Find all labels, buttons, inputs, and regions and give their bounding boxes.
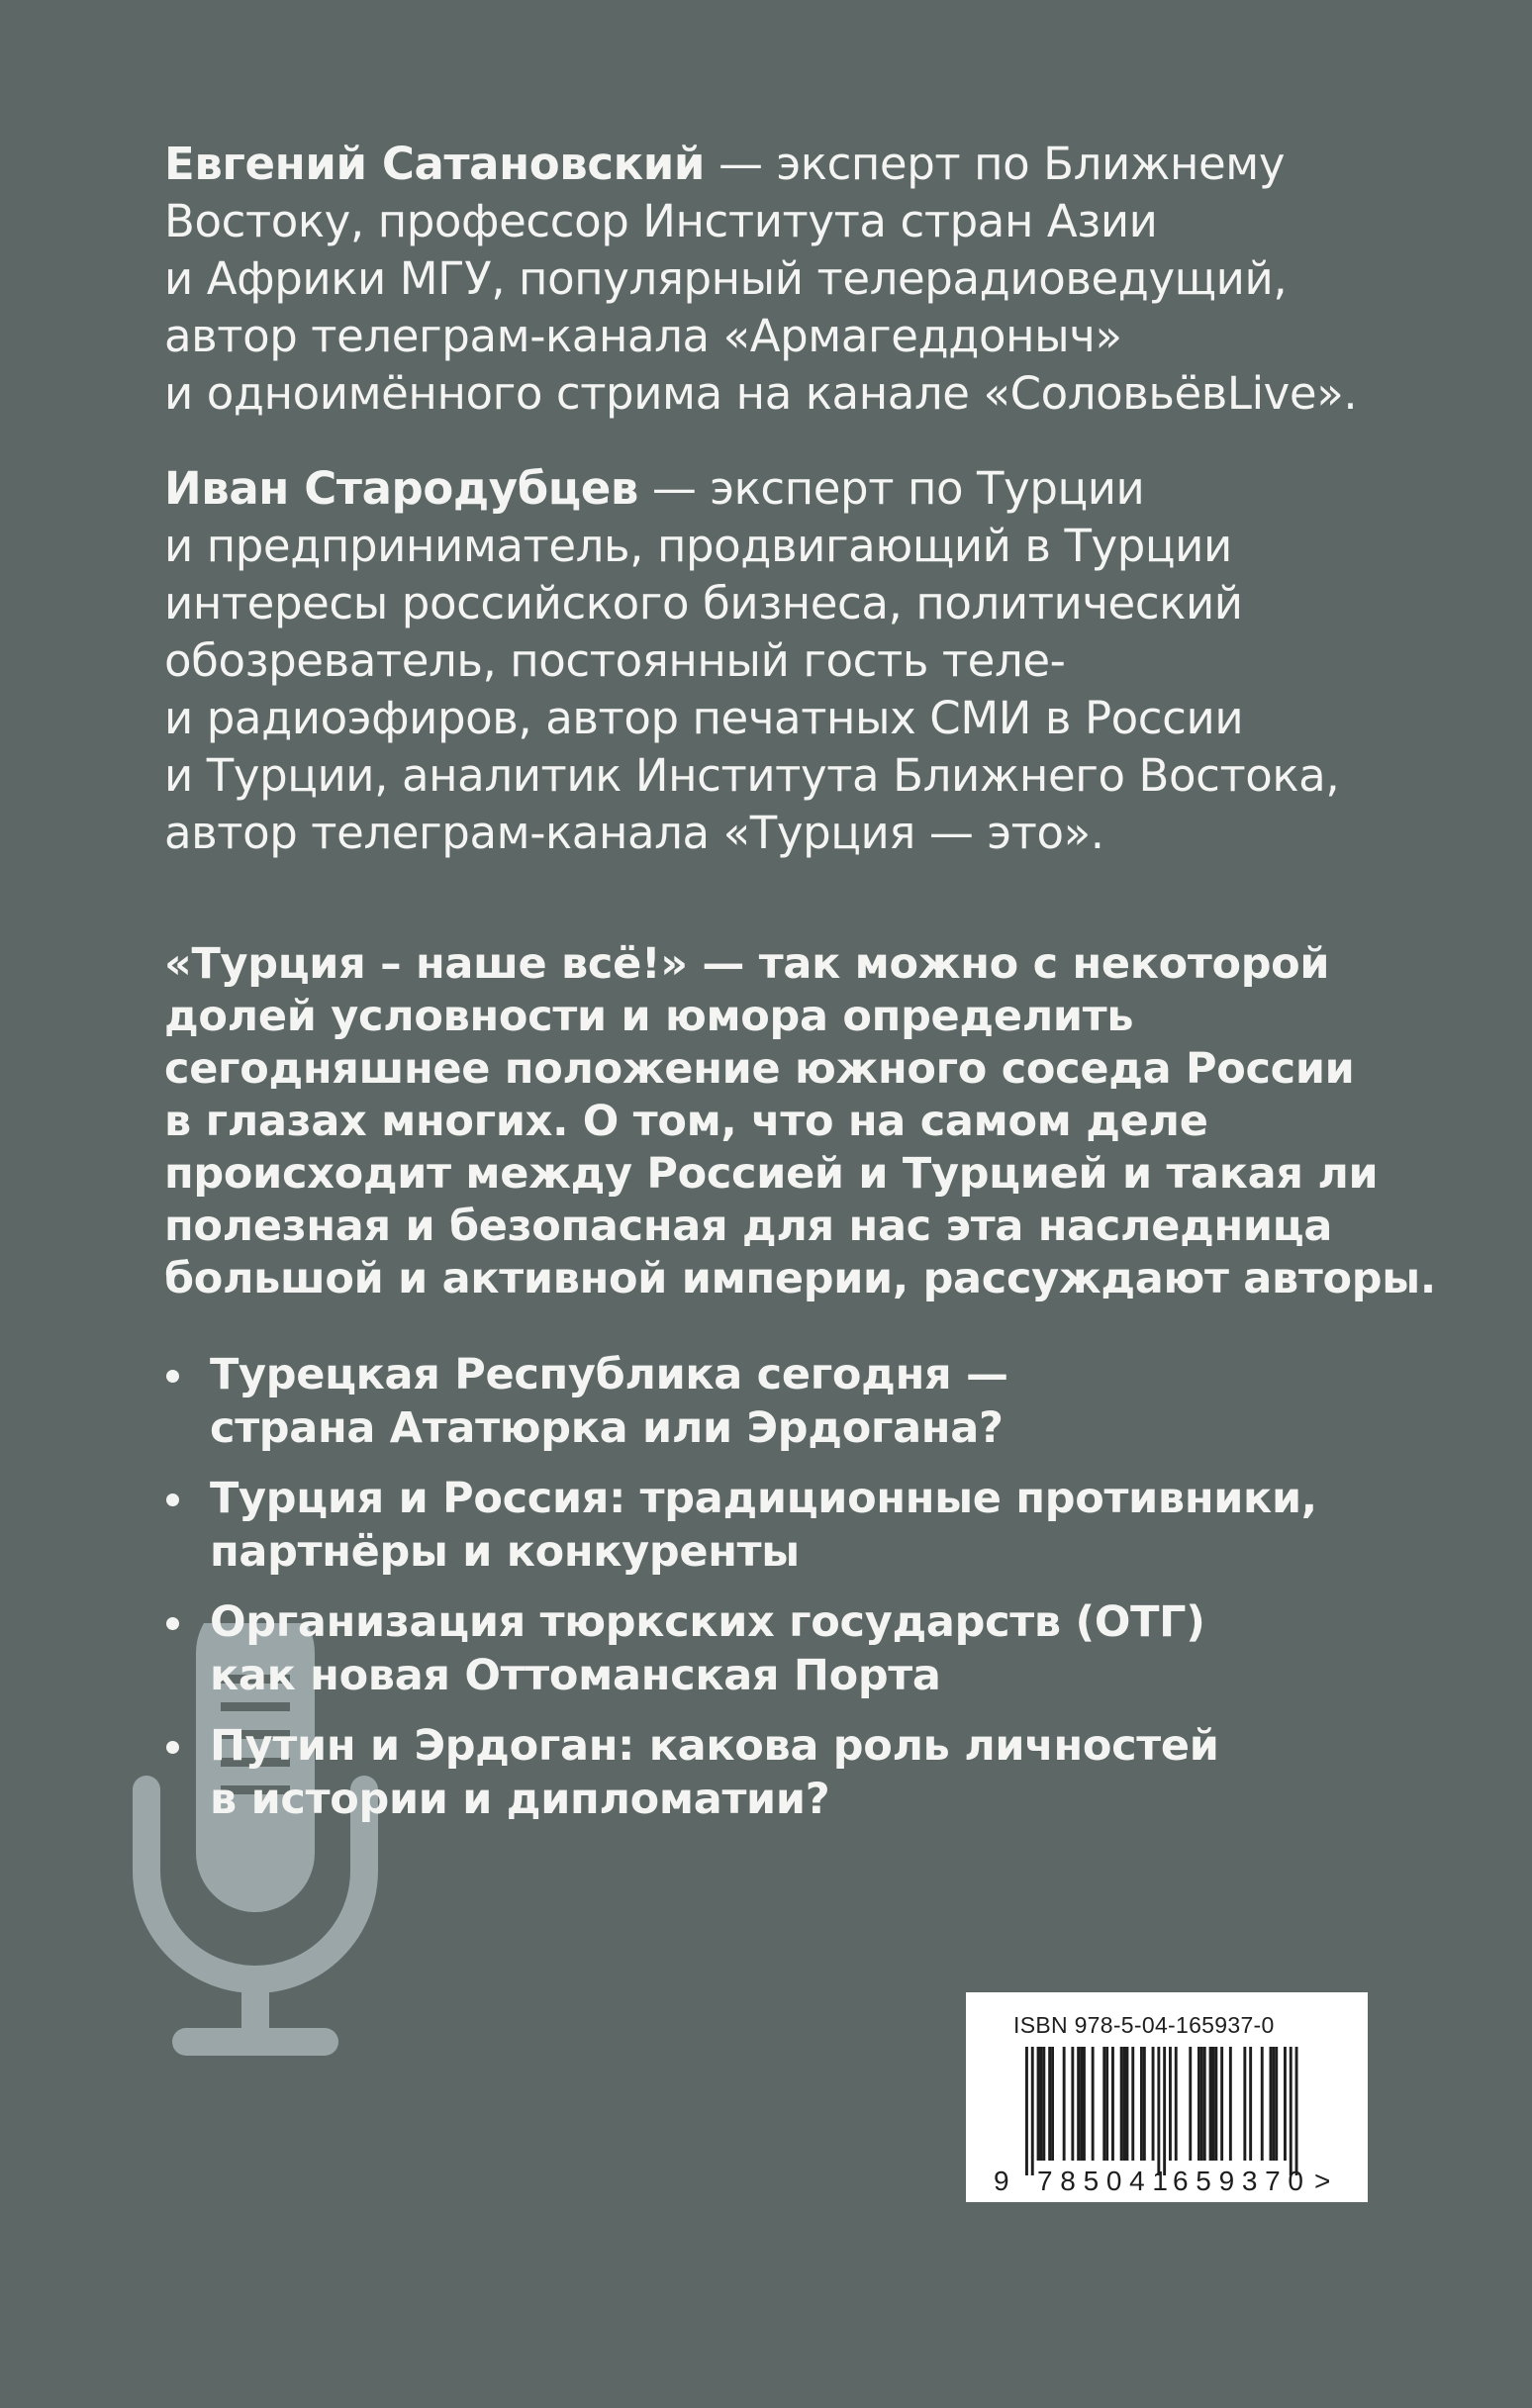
barcode-bar: [1040, 2047, 1043, 2161]
topic-line: Турецкая Республика сегодня —: [210, 1350, 1008, 1399]
barcode-bar: [1092, 2047, 1095, 2161]
barcode-bar: [1143, 2047, 1146, 2161]
description-line: происходит между Россией и Турцией и такая ли: [164, 1149, 1379, 1199]
barcode-bar: [1203, 2047, 1206, 2161]
barcode-bar: [1048, 2047, 1051, 2161]
barcode-bar: [1295, 2047, 1298, 2175]
barcode-bar: [1025, 2047, 1028, 2175]
barcode-bar: [1249, 2047, 1252, 2161]
barcode-bar: [1290, 2047, 1293, 2175]
barcode-bar: [1270, 2047, 1273, 2161]
topic-item: [164, 1348, 1401, 1455]
topic-line: как новая Оттоманская Порта: [210, 1651, 941, 1700]
barcode-bar: [1209, 2047, 1212, 2161]
description-line: долей условности и юмора определить: [164, 992, 1134, 1041]
barcode-bar: [1037, 2047, 1040, 2161]
barcode-bar: [1175, 2047, 1178, 2161]
author-bio-text: Востоку, профессор Института стран Азии: [164, 195, 1158, 247]
topic-line: страна Ататюрка или Эрдогана?: [210, 1403, 1004, 1453]
author-bio-text: и Африки МГУ, популярный телерадиоведущий,: [164, 252, 1288, 305]
author-bio-text: интересы российского бизнеса, политический: [164, 577, 1243, 629]
topic-line: в истории и дипломатии?: [210, 1775, 830, 1824]
author-bio-text: автор телеграм-канала «Армагеддоныч»: [164, 310, 1122, 362]
barcode-bar: [1229, 2047, 1232, 2161]
barcode-bar: [1197, 2047, 1200, 2161]
description-line: сегодняшнее положение южного соседа России: [164, 1044, 1355, 1094]
topic-item: [164, 1472, 1401, 1579]
barcode-bar: [1131, 2047, 1134, 2161]
author-bio-text: и предприниматель, продвигающий в Турции: [164, 520, 1232, 572]
ean-right-digits: 659370: [1173, 2166, 1303, 2196]
barcode-bar: [1063, 2047, 1066, 2161]
barcode-bar: [1140, 2047, 1143, 2161]
topic-line: Турция и Россия: традиционные противники,: [210, 1474, 1317, 1523]
barcode-bar: [1163, 2047, 1166, 2175]
isbn-label: ISBN 978-5-04-165937-0: [1013, 2012, 1275, 2038]
bullet-icon: [166, 1370, 179, 1383]
ean-first-digit: 9: [994, 2166, 1009, 2196]
topic-line: партнёры и конкуренты: [210, 1527, 800, 1577]
barcode-bar: [1157, 2047, 1160, 2175]
author-bio-text: и радиоэфиров, автор печатных СМИ в России: [164, 692, 1244, 744]
author-bio-text: и одноимённого стрима на канале «СоловьёвLive».: [164, 367, 1358, 420]
barcode-bars: [966, 1992, 1368, 2202]
barcode-bar: [1275, 2047, 1278, 2161]
barcode-bar: [1284, 2047, 1287, 2161]
barcode-bar: [1111, 2047, 1114, 2161]
author-bio-satanovsky: [164, 136, 1382, 423]
bullet-icon: [166, 1493, 179, 1506]
author-bio-starodubtsev: [164, 460, 1382, 862]
barcode-bar: [1212, 2047, 1215, 2161]
barcode-bar: [1272, 2047, 1275, 2161]
barcode-bar: [1120, 2047, 1123, 2161]
topics-list: [164, 1348, 1401, 1843]
barcode-bar: [1105, 2047, 1108, 2161]
barcode-bar: [1220, 2047, 1223, 2161]
barcode-bar: [1080, 2047, 1083, 2161]
barcode-bar: [1169, 2047, 1172, 2161]
author-bio-text: — эксперт по Турции: [637, 462, 1145, 515]
quiet-zone-mark: >: [1314, 2166, 1331, 2196]
isbn-barcode: [966, 1992, 1368, 2202]
barcode-bar: [1126, 2047, 1129, 2161]
description-line: в глазах многих. О том, что на самом деле: [164, 1097, 1208, 1146]
barcode-bar: [1261, 2047, 1264, 2161]
barcode-bar: [1077, 2047, 1080, 2161]
barcode-bar: [1200, 2047, 1203, 2161]
barcode-bar: [1051, 2047, 1054, 2161]
barcode-bar: [1214, 2047, 1217, 2161]
author-bio-text: автор телеграм-канала «Турция — это».: [164, 807, 1104, 859]
bullet-icon: [166, 1617, 179, 1630]
description-line: «Турция – наше всё!» — так можно с некоторой: [164, 939, 1330, 989]
description-line: большой и активной империи, рассуждают авторы.: [164, 1254, 1436, 1303]
topic-item: [164, 1719, 1401, 1826]
topic-line: Организация тюркских государств (ОТГ): [210, 1597, 1205, 1647]
bullet-icon: [166, 1741, 179, 1754]
author-name: Иван Стародубцев: [164, 462, 638, 515]
ean-left-digits: 785041: [1037, 2166, 1168, 2196]
barcode-bar: [1243, 2047, 1246, 2161]
barcode-bar: [1031, 2047, 1034, 2175]
barcode-bar: [1042, 2047, 1045, 2161]
author-bio-text: и Турции, аналитик Института Ближнего Востока,: [164, 749, 1340, 802]
barcode-bar: [1152, 2047, 1155, 2161]
barcode-bar: [1071, 2047, 1074, 2161]
barcode-bar: [1102, 2047, 1105, 2161]
author-bio-text: обозреватель, постоянный гость теле-: [164, 634, 1066, 687]
barcode-bar: [1123, 2047, 1126, 2161]
topic-line: Путин и Эрдоган: какова роль личностей: [210, 1721, 1219, 1771]
author-name: Евгений Сатановский: [164, 138, 706, 190]
barcode-bar: [1083, 2047, 1086, 2161]
barcode-bar: [1189, 2047, 1192, 2161]
topic-item: [164, 1595, 1401, 1702]
book-description: [164, 938, 1436, 1305]
author-bio-text: — эксперт по Ближнему: [705, 138, 1286, 190]
description-line: полезная и безопасная для нас эта наследница: [164, 1202, 1333, 1251]
